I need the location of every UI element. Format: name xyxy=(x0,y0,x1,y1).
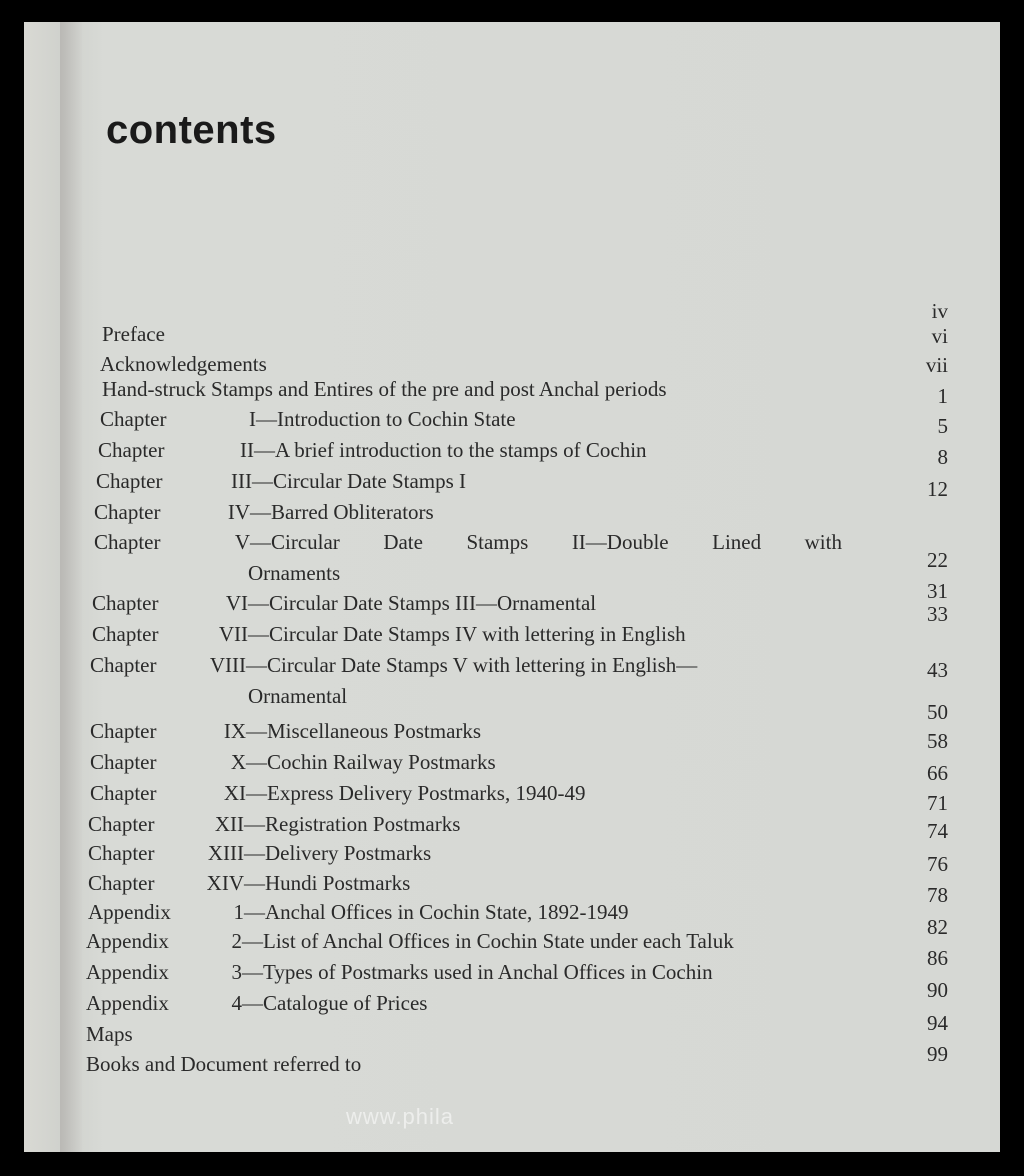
entry-label: Chapter xyxy=(92,622,159,646)
toc-entry xyxy=(92,591,596,616)
entry-label: Appendix xyxy=(86,991,169,1015)
toc-entry xyxy=(90,781,585,806)
page-number: 90 xyxy=(927,978,948,1002)
page-number: 82 xyxy=(927,915,948,939)
entry-title: —Express Delivery Postmarks, 1940-49 xyxy=(246,781,586,805)
entry-title: —Cochin Railway Postmarks xyxy=(246,750,496,774)
entry-number: 4 xyxy=(231,991,242,1015)
page-number: 74 xyxy=(927,819,948,843)
entry-title-word: II—Double xyxy=(571,530,669,554)
entry-title-word: Stamps xyxy=(466,530,529,554)
entry-title: —A brief introduction to the stamps of Cochin xyxy=(254,438,647,462)
entry-number: II xyxy=(240,438,254,462)
page-number: 99 xyxy=(927,1042,948,1066)
page-number: vi xyxy=(931,324,948,348)
toc-entry xyxy=(86,960,713,985)
entry-label: Chapter xyxy=(98,438,165,462)
watermark: www.phila xyxy=(346,1104,455,1129)
toc-entry xyxy=(94,500,434,525)
entry-label: Chapter xyxy=(90,653,157,677)
entry-title-word: Date xyxy=(383,530,423,554)
entry-label: Chapter xyxy=(88,812,155,836)
entry-title: —Registration Postmarks xyxy=(244,812,461,836)
entry-label: Chapter xyxy=(96,469,163,493)
entry-title: —Circular Date Stamps IV with lettering in English xyxy=(248,622,686,646)
entry-label: Chapter xyxy=(100,407,167,431)
entry-title-word: Lined xyxy=(712,530,762,554)
entry-number: 2 xyxy=(231,929,242,953)
toc-entry xyxy=(90,719,481,744)
toc-entry xyxy=(90,750,496,775)
entry-title: —Barred Obliterators xyxy=(250,500,434,524)
toc-entry xyxy=(88,900,629,925)
toc-entry xyxy=(96,469,466,494)
entry-title-word: —Circular xyxy=(250,530,340,554)
page-number: 5 xyxy=(937,414,948,438)
entry-label: Chapter xyxy=(88,841,155,865)
entry-title: —Delivery Postmarks xyxy=(244,841,432,865)
toc-entry xyxy=(102,322,165,347)
toc-entry xyxy=(90,653,697,678)
page-number: 66 xyxy=(927,761,948,785)
page-number: 31 xyxy=(927,579,948,603)
entry-title: Maps xyxy=(86,1022,133,1046)
toc-entry xyxy=(86,1052,361,1077)
entry-number: VII xyxy=(218,622,248,646)
entry-title: —Hundi Postmarks xyxy=(244,871,411,895)
entry-title: —Miscellaneous Postmarks xyxy=(246,719,482,743)
entry-number: VIII xyxy=(209,653,246,677)
page-number: 22 xyxy=(927,548,948,572)
entry-number: XI xyxy=(223,781,246,805)
entry-label: Appendix xyxy=(88,900,171,924)
page-number: 71 xyxy=(927,791,948,815)
entry-title xyxy=(250,530,842,555)
entry-number: VI xyxy=(225,591,248,615)
entry-label: Chapter xyxy=(90,750,157,774)
page-number: 50 xyxy=(927,700,948,724)
page-number: 58 xyxy=(927,729,948,753)
entry-number: IV xyxy=(227,500,250,524)
entry-number: 3 xyxy=(231,960,242,984)
toc-entry xyxy=(86,1022,133,1047)
entry-number: V xyxy=(234,530,250,554)
entry-title: Books and Document referred to xyxy=(86,1052,362,1076)
entry-number: XIV xyxy=(206,871,244,895)
book-page xyxy=(24,22,1000,1152)
entry-title: Hand-struck Stamps and Entires of the pre and post Anchal periods xyxy=(102,377,667,401)
toc-entry xyxy=(86,929,734,954)
entry-title: —List of Anchal Offices in Cochin State under each Taluk xyxy=(242,929,734,953)
page-number: 86 xyxy=(927,946,948,970)
entry-title: —Circular Date Stamps I xyxy=(252,469,467,493)
entry-number: 1 xyxy=(233,900,244,924)
toc-entry xyxy=(92,622,686,647)
toc-entry xyxy=(86,991,427,1016)
page-number: 78 xyxy=(927,883,948,907)
entry-title: —Circular Date Stamps V with lettering in English— xyxy=(246,653,698,677)
entry-title: —Catalogue of Prices xyxy=(242,991,428,1015)
page-number: 1 xyxy=(937,384,948,408)
entry-title: —Anchal Offices in Cochin State, 1892-1949 xyxy=(244,900,629,924)
page-number: 43 xyxy=(927,658,948,682)
page-number: 94 xyxy=(927,1011,948,1035)
toc-entry xyxy=(100,352,267,377)
page-title: contents xyxy=(106,108,277,152)
entry-label: Chapter xyxy=(92,591,159,615)
entry-title: —Circular Date Stamps III—Ornamental xyxy=(248,591,597,615)
entry-number: I xyxy=(249,407,256,431)
entry-title: Preface xyxy=(102,322,165,346)
entry-number: III xyxy=(231,469,252,493)
toc-entry xyxy=(88,841,431,866)
table-of-contents xyxy=(24,22,1000,1152)
page-number: iv xyxy=(931,299,948,323)
toc-entry xyxy=(88,871,410,896)
page-number: 12 xyxy=(927,477,948,501)
entry-title-word: with xyxy=(804,530,842,554)
page-number: 76 xyxy=(927,852,948,876)
entry-label: Chapter xyxy=(90,781,157,805)
entry-number: XIII xyxy=(207,841,244,865)
entry-label: Chapter xyxy=(88,871,155,895)
entry-label: Appendix xyxy=(86,960,169,984)
toc-entry xyxy=(88,812,460,837)
entry-title-continuation: Ornaments xyxy=(248,561,341,585)
entry-title: —Types of Postmarks used in Anchal Offices in Cochin xyxy=(242,960,713,984)
entry-number: X xyxy=(230,750,246,774)
entry-title: —Introduction to Cochin State xyxy=(256,407,516,431)
toc-entry xyxy=(102,377,667,402)
page-number: vii xyxy=(925,353,948,377)
toc-entry xyxy=(100,407,516,432)
entry-number: XII xyxy=(214,812,244,836)
toc-entry xyxy=(94,530,842,555)
entry-number: IX xyxy=(223,719,246,743)
entry-label: Chapter xyxy=(94,500,161,524)
entry-label: Chapter xyxy=(90,719,157,743)
toc-entry xyxy=(98,438,647,463)
entry-title-continuation: Ornamental xyxy=(248,684,348,708)
page-number: 8 xyxy=(937,445,948,469)
entry-title: Acknowledgements xyxy=(100,352,267,376)
page-number: 33 xyxy=(927,602,948,626)
entry-label: Chapter xyxy=(94,530,161,554)
entry-label: Appendix xyxy=(86,929,169,953)
